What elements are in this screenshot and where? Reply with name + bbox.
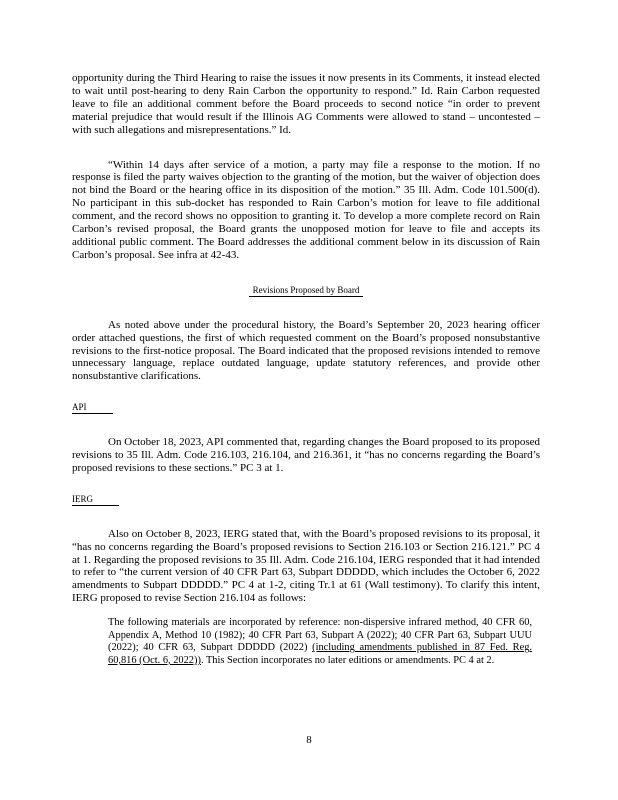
quote-text-before: The following materials are incorporated by reference: non-dispersive infrared method, 40 CFR 60, Appendix A, Method 10 (1982); 40 CFR Part 63, Subpart A (2022); 40 CFR Part 63, Subpart UUU (2022); 40 CFR 63, Subpart DDDDD (2022)	[108, 617, 532, 654]
paragraph-rain-carbon-request: opportunity during the Third Hearing to raise the issues it now presents in its Comments, it instead elected to wait until post-hearing to deny Rain Carbon the opportunity to respond.” Id. Rain Carbon requested leave to file an additional comment before the Board proceeds to second notice “in order to prevent material prejudice that would result if the Illinois AG Comments were allowed to stand – uncontested – with such allegations and misrepresentations.” Id.	[72, 72, 540, 136]
heading-api: API	[72, 401, 540, 414]
paragraph-api-comment: On October 18, 2023, API commented that, regarding changes the Board proposed to its proposed revisions to 35 Ill. Adm. Code 216.103, 216.104, and 216.361, it “has no concerns regarding the Board’s proposed revisions to these sections.” PC 3 at 1.	[72, 436, 540, 474]
paragraph-ierg-comment: Also on October 8, 2023, IERG stated that, with the Board’s proposed revisions to its proposal, it “has no concerns regarding the Board’s proposed revisions to Section 216.103 or Section 216.121.” PC 4 at 1. Regarding the proposed revisions to 35 Ill. Adm. Code 216.104, IERG responded that it had intended to refer to “the current version of 40 CFR Part 63, Subpart DDDDD, which includes the October 6, 2022 amendments to Subpart DDDDD.” PC 4 at 1-2, citing Tr.1 at 61 (Wall testimony). To clarify this intent, IERG proposed to revise Section 216.104 as follows:	[72, 527, 540, 605]
paragraph-procedural-history: As noted above under the procedural history, the Board’s September 20, 2023 hearing officer order attached questions, the first of which requested comment on the Board’s proposed nonsubstantive revisions to the first-notice proposal. The Board indicated that the proposed revisions intended to remove unnecessary language, replace outdated language, update statutory references, and provide other nonsubstantive clarifications.	[72, 318, 540, 383]
quote-text-after: . This Section incorporates no later editions or amendments. PC 4 at 2.	[200, 654, 495, 666]
block-quote-section-216-104	[108, 617, 532, 667]
heading-revisions-proposed-by-board: Revisions Proposed by Board	[72, 284, 540, 297]
page-body	[72, 72, 540, 668]
page-number: 8	[306, 734, 312, 746]
paragraph-motion-response: “Within 14 days after service of a motion, a party may file a response to the motion. If no response is filed the party waives objection to the granting of the motion, but the waiver of objection does not bind the Board or the hearing office in its disposition of the motion.” 35 Ill. Adm. Code 101.500(d). No participant in this sub-docket has responded to Rain Carbon’s motion for leave to file additional comment, and the record shows no opposition to granting it. To develop a more complete record on Rain Carbon’s revised proposal, the Board grants the unopposed motion for leave to file and accepts its additional public comment. The Board addresses the additional comment below in its discussion of Rain Carbon’s proposal. See infra at 42-43.	[72, 158, 540, 261]
heading-ierg: IERG	[72, 493, 540, 506]
quote-underlined-amendment: (including amendments published in 87 Fed. Reg. 60,816 (Oct. 6, 2022))	[108, 642, 532, 666]
